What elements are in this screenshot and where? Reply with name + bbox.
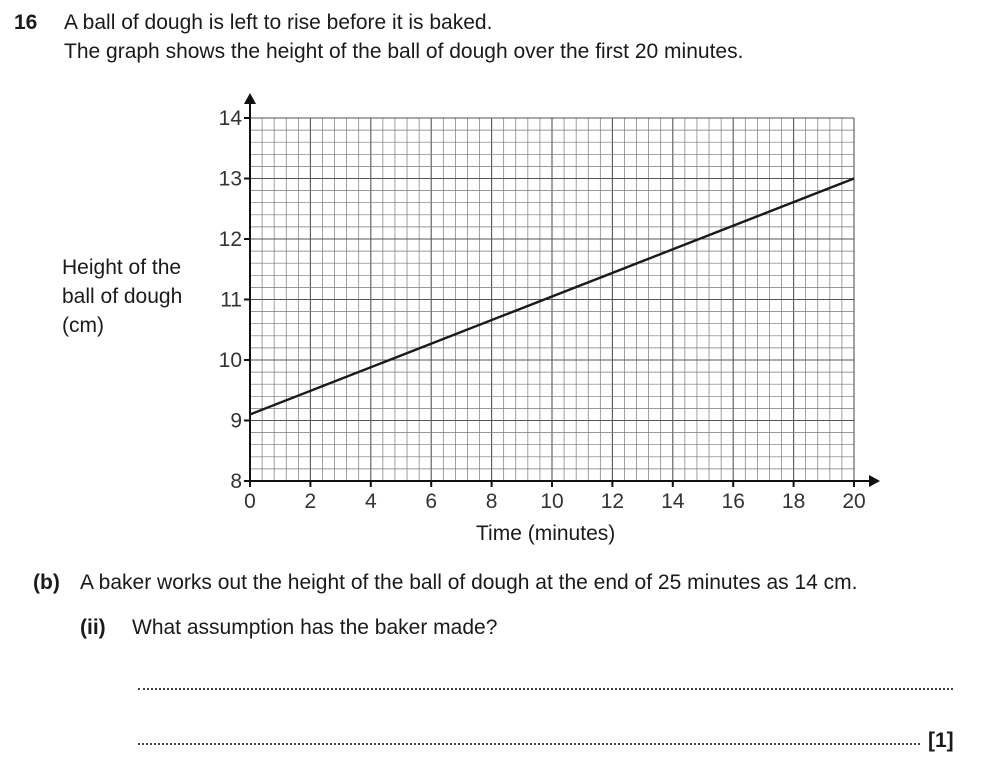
- x-tick-label: 8: [485, 490, 498, 513]
- graph-grid: [250, 118, 854, 481]
- y-axis-arrow: [244, 93, 256, 104]
- x-tick-label: 16: [721, 490, 745, 513]
- x-tick-label: 4: [364, 490, 377, 513]
- part-b-text: A baker works out the height of the ball of dough at the end of 25 minutes as 14 cm.: [80, 571, 858, 594]
- y-axis-label-line-1: Height of the: [62, 256, 182, 279]
- x-tick-label: 6: [425, 490, 438, 513]
- y-tick-label: 10: [218, 349, 242, 372]
- y-axis-label-line-2: ball of dough: [62, 285, 183, 308]
- x-tick-label: 18: [781, 490, 806, 513]
- question-intro-line-2: The graph shows the height of the ball of dough over the first 20 minutes.: [64, 40, 744, 63]
- y-tick-label: 9: [230, 409, 242, 433]
- y-tick-label: 14: [218, 107, 242, 130]
- y-tick-label: 11: [220, 288, 242, 312]
- x-tick-label: 12: [600, 490, 625, 513]
- marks-indicator: [1]: [928, 729, 954, 752]
- x-tick-label: 20: [842, 490, 866, 513]
- y-tick-label: 8: [230, 470, 242, 493]
- graph-axes: [244, 93, 880, 487]
- part-ii-text: What assumption has the baker made?: [132, 616, 498, 639]
- y-tick-label: 13: [218, 167, 242, 191]
- question-intro-line-1: A ball of dough is left to rise before it is baked.: [64, 11, 493, 34]
- x-tick-label: 14: [661, 490, 685, 513]
- y-axis-label-line-3: (cm): [62, 314, 104, 337]
- answer-line-2[interactable]: [138, 743, 920, 745]
- graph-ticks: [219, 107, 866, 513]
- answer-line-1[interactable]: [138, 688, 953, 690]
- question-number: 16: [14, 11, 38, 34]
- x-axis-label: Time (minutes): [476, 522, 616, 545]
- x-axis-arrow: [869, 475, 880, 487]
- x-tick-label: 0: [244, 490, 256, 513]
- x-tick-label: 10: [540, 490, 564, 513]
- x-tick-label: 2: [304, 490, 317, 513]
- part-ii-label: (ii): [80, 616, 106, 639]
- y-tick-label: 12: [218, 228, 242, 251]
- part-b-label: (b): [33, 571, 60, 594]
